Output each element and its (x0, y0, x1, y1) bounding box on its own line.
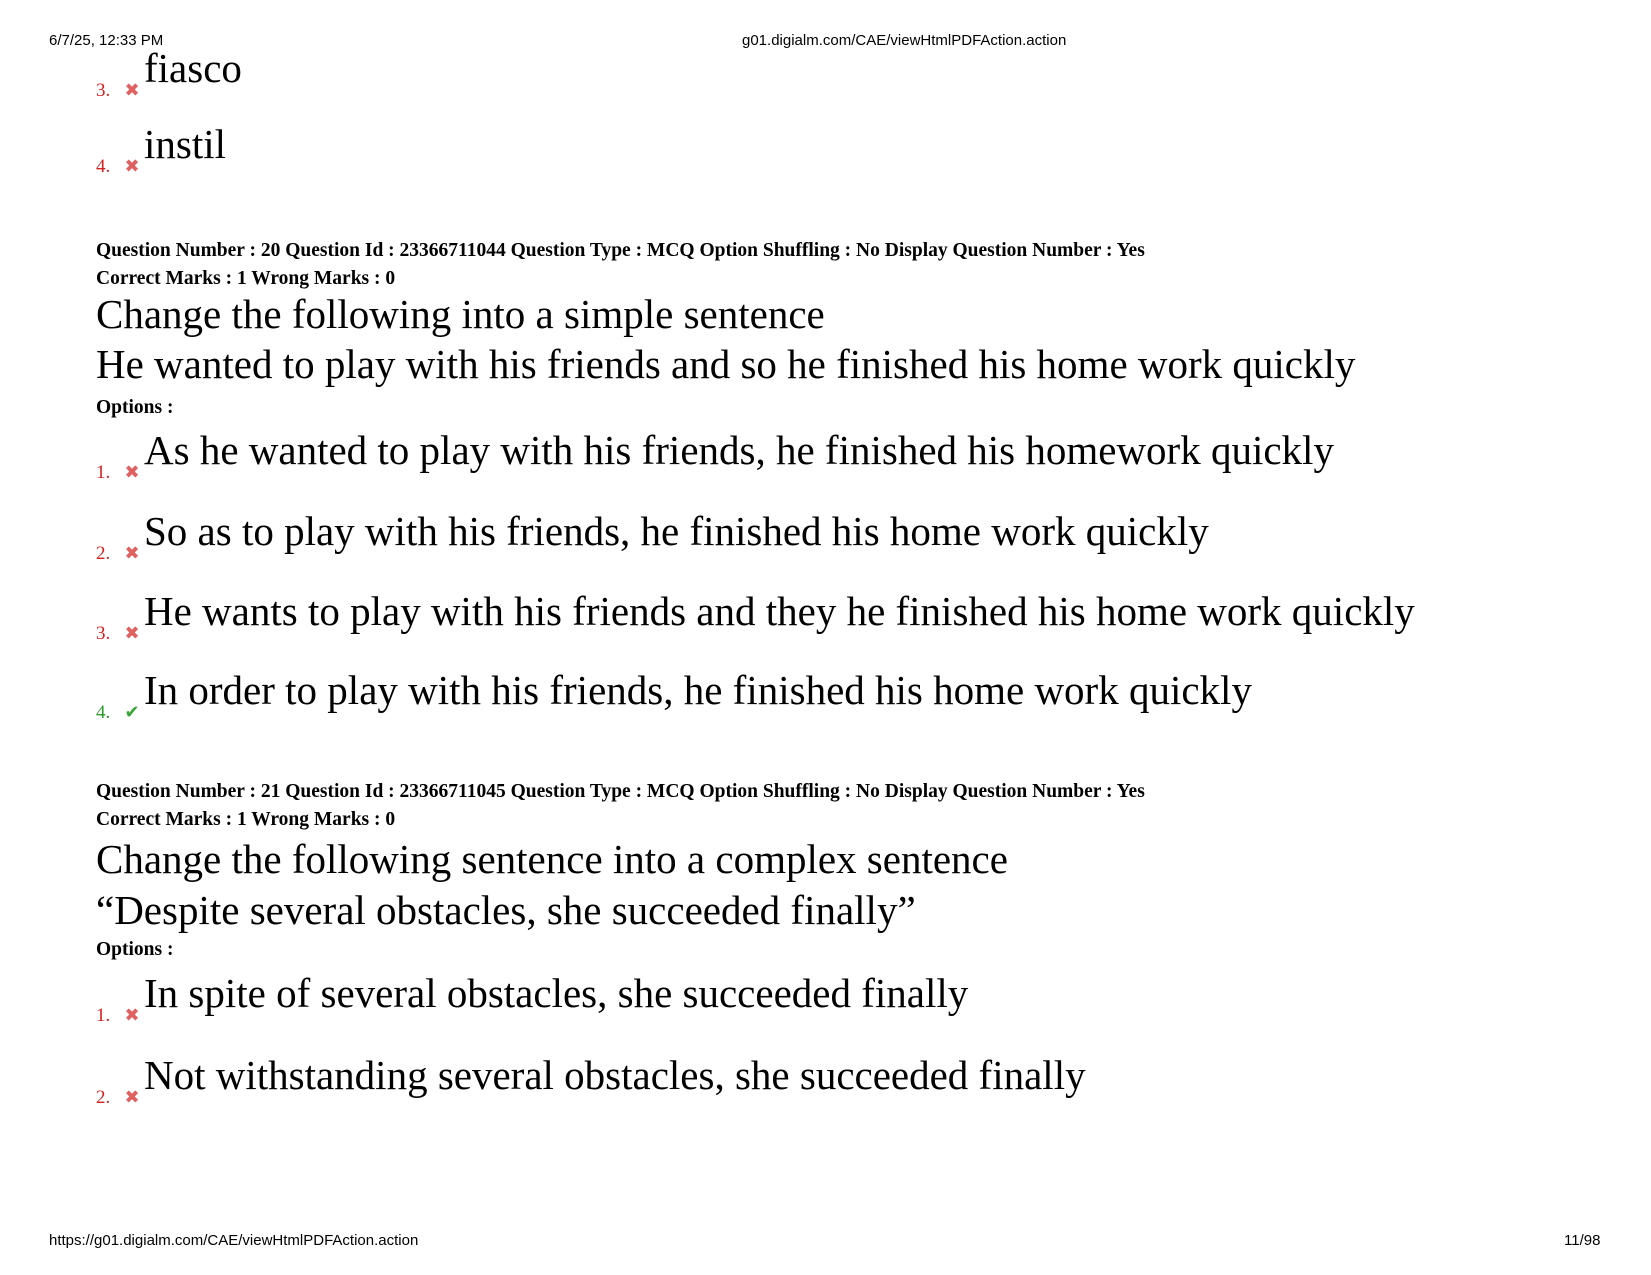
option-text: As he wanted to play with his friends, he finished his homework quickly (144, 427, 1334, 473)
cross-icon: ✖ (124, 80, 140, 100)
option-text: instil (144, 121, 227, 167)
question-marks: Correct Marks : 1 Wrong Marks : 0 (96, 809, 396, 830)
question-text-line: Change the following into a simple sentence (96, 291, 825, 337)
question-text-line: “Despite several obstacles, she succeeded finally” (96, 887, 916, 933)
option-number: 2. (96, 1087, 111, 1108)
question-meta: Question Number : 20 Question Id : 23366711044 Question Type : MCQ Option Shuffling : No Display Question Number : Yes (96, 240, 1145, 261)
option-number: 4. (96, 156, 111, 177)
option-number: 1. (96, 462, 111, 483)
print-footer-url: https://g01.digialm.com/CAE/viewHtmlPDFAction.action (49, 1232, 419, 1249)
option-number: 2. (96, 543, 111, 564)
option-item (96, 427, 1334, 488)
question-text-line: Change the following sentence into a complex sentence (96, 836, 1008, 882)
option-item-correct (96, 667, 1252, 728)
option-number: 1. (96, 1005, 111, 1026)
question-meta: Question Number : 21 Question Id : 23366711045 Question Type : MCQ Option Shuffling : No Display Question Number : Yes (96, 781, 1145, 802)
page-number: 11/98 (1564, 1232, 1601, 1249)
option-text: He wants to play with his friends and they he finished his home work quickly (144, 588, 1415, 634)
cross-icon: ✖ (124, 623, 140, 643)
cross-icon: ✖ (124, 1005, 140, 1025)
option-item (96, 121, 227, 182)
option-text: In spite of several obstacles, she succeeded finally (144, 970, 969, 1016)
option-text: fiasco (144, 45, 242, 91)
cross-icon: ✖ (124, 462, 140, 482)
question-marks: Correct Marks : 1 Wrong Marks : 0 (96, 268, 396, 289)
print-header-url: g01.digialm.com/CAE/viewHtmlPDFAction.action (742, 32, 1067, 49)
options-label: Options : (96, 939, 174, 960)
option-item (96, 45, 242, 106)
cross-icon: ✖ (124, 543, 140, 563)
cross-icon: ✖ (124, 156, 140, 176)
question-text-line: He wanted to play with his friends and so he finished his home work quickly (96, 341, 1356, 387)
options-label: Options : (96, 397, 174, 418)
option-text: In order to play with his friends, he finished his home work quickly (144, 667, 1252, 713)
option-text: Not withstanding several obstacles, she succeeded finally (144, 1052, 1086, 1098)
cross-icon: ✖ (124, 1087, 140, 1107)
option-item (96, 970, 969, 1031)
option-number: 3. (96, 623, 111, 644)
option-number: 3. (96, 80, 111, 101)
option-item (96, 1052, 1086, 1113)
option-number: 4. (96, 702, 111, 723)
check-icon: ✔ (124, 702, 140, 722)
print-datetime: 6/7/25, 12:33 PM (49, 32, 164, 49)
option-text: So as to play with his friends, he finished his home work quickly (144, 508, 1209, 554)
option-item (96, 588, 1415, 649)
option-item (96, 508, 1209, 569)
